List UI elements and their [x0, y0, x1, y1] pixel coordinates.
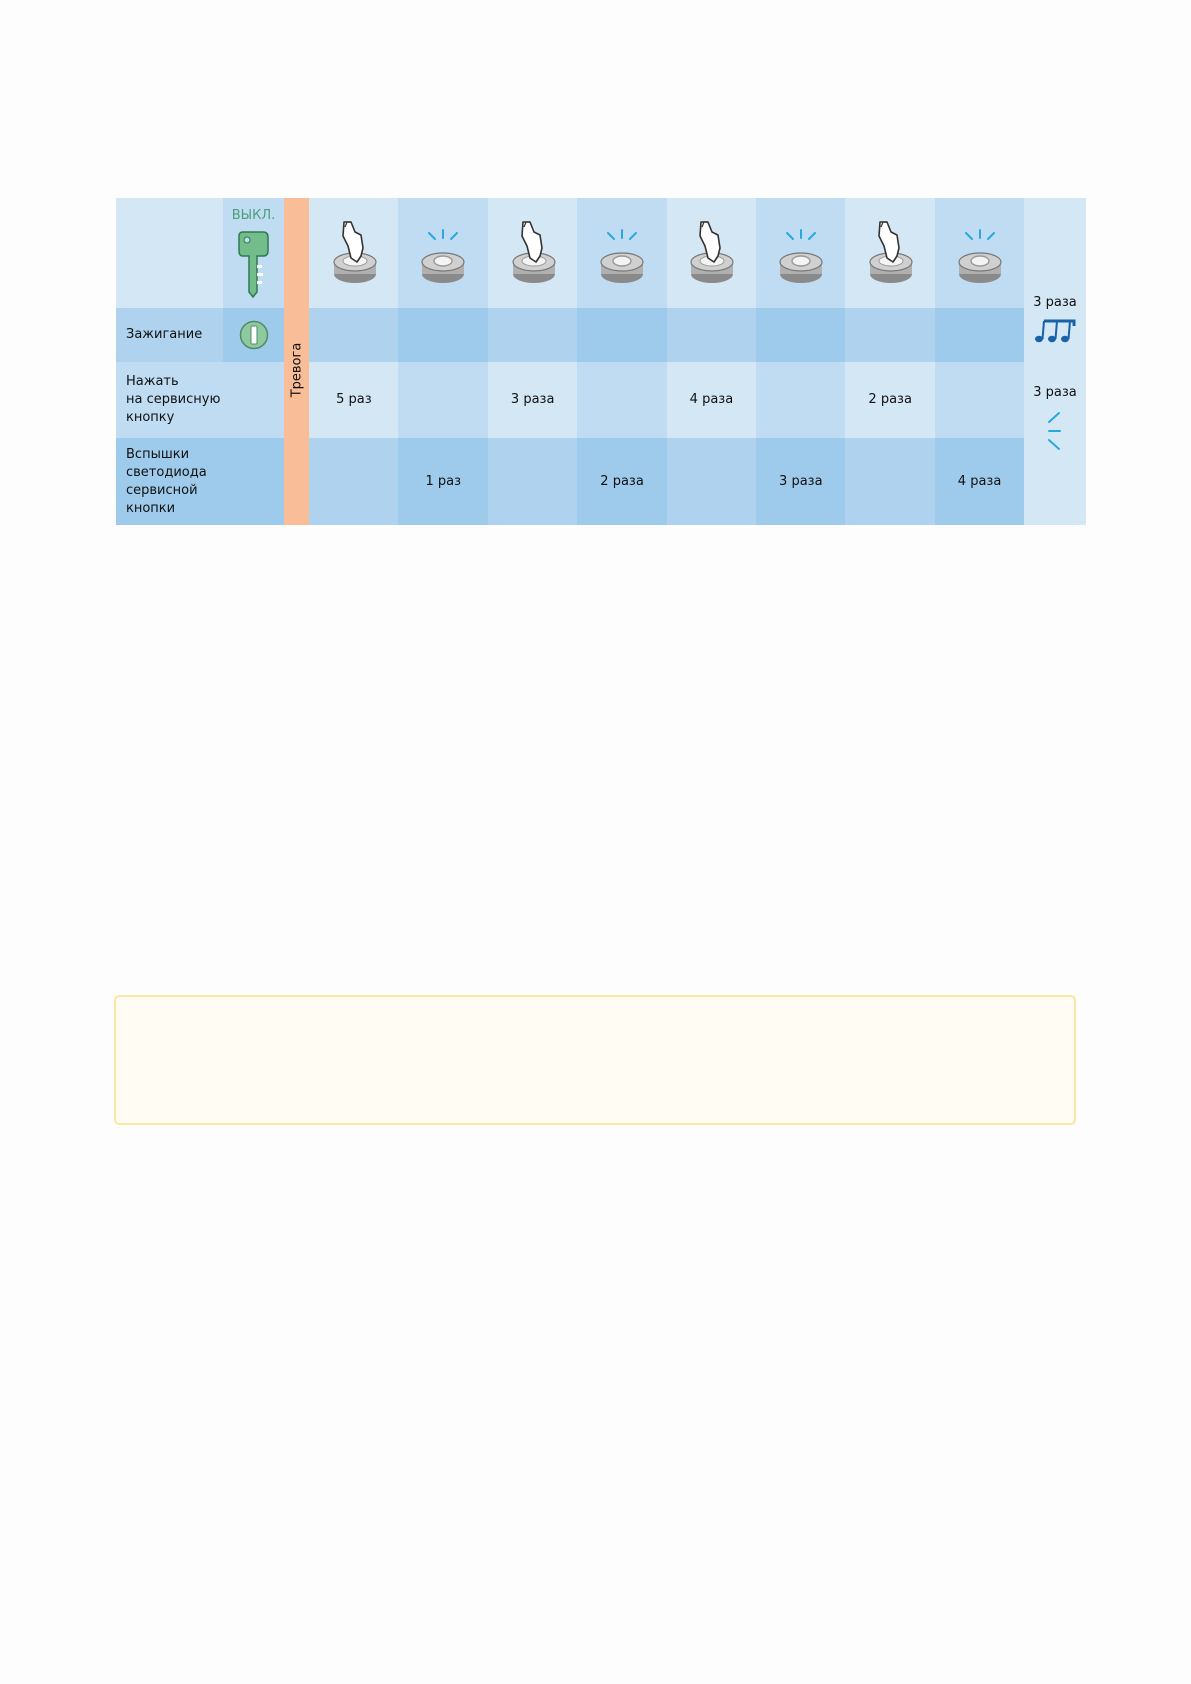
- ignition-label: Зажигание: [126, 327, 203, 342]
- step-cell: [488, 438, 578, 525]
- flash-rays-icon: [1045, 410, 1065, 454]
- step-icon-cell: [935, 198, 1025, 308]
- ignition-off-cell: [223, 308, 284, 362]
- press-count: 4 раза: [689, 392, 734, 407]
- step-icon-cell: [667, 198, 757, 308]
- press-count: 5 раз: [336, 392, 372, 407]
- key-press-cell: [223, 362, 284, 438]
- result-column: [1024, 198, 1086, 525]
- flash-count: 1 раз: [425, 473, 462, 489]
- result-beeps-count: 3 раза: [1033, 295, 1077, 310]
- step-cell: [667, 362, 757, 438]
- press-count: 3 раза: [510, 392, 555, 407]
- step-cell: [398, 308, 488, 362]
- press-label-line: на сервисную: [126, 392, 221, 407]
- alarm-label: Тревога: [289, 342, 304, 398]
- key-flashes-cell: [223, 438, 284, 525]
- step-cell: [488, 362, 578, 438]
- flashes-label-line: кнопки: [126, 500, 176, 516]
- step-cell: [309, 308, 399, 362]
- flashes-label-line: Вспышки: [126, 446, 190, 462]
- row-label-press: [116, 362, 223, 438]
- alarm-strip: [284, 198, 309, 525]
- step-cell: [488, 308, 578, 362]
- finger-press-button-icon: [686, 218, 736, 288]
- result-flashes-count: 3 раза: [1033, 385, 1077, 400]
- press-count: 2 раза: [868, 392, 912, 407]
- key-icon: [234, 231, 274, 299]
- flashing-button-icon: [776, 218, 826, 288]
- step-icon-cell: [577, 198, 667, 308]
- row-label-ignition: [116, 308, 223, 362]
- step-cell: [398, 362, 488, 438]
- press-label-line: Нажать: [126, 374, 179, 389]
- step-cell: [845, 308, 935, 362]
- off-label: ВЫКЛ.: [231, 208, 276, 223]
- step-cell: [845, 362, 935, 438]
- key-header-cell: [223, 198, 284, 308]
- flash-count: 4 раза: [957, 473, 1002, 489]
- step-cell: [756, 438, 846, 525]
- ignition-off-icon: [239, 320, 269, 350]
- music-notes-icon: [1034, 318, 1076, 344]
- step-cell: [309, 362, 399, 438]
- flashing-button-icon: [597, 218, 647, 288]
- step-cell: [935, 438, 1025, 525]
- note-box: [114, 995, 1076, 1125]
- step-cell: [577, 308, 667, 362]
- step-cell: [577, 438, 667, 525]
- step-cell: [577, 362, 667, 438]
- flashes-label-line: светодиода: [126, 464, 207, 480]
- step-icon-cell: [398, 198, 488, 308]
- step-icon-cell: [309, 198, 399, 308]
- step-cell: [667, 308, 757, 362]
- step-icon-cell: [845, 198, 935, 308]
- step-cell: [667, 438, 757, 525]
- step-icon-cell: [488, 198, 578, 308]
- finger-press-button-icon: [865, 218, 915, 288]
- press-label-line: кнопку: [126, 410, 175, 425]
- flashing-button-icon: [418, 218, 468, 288]
- step-cell: [309, 438, 399, 525]
- flash-count: 2 раза: [600, 473, 644, 489]
- step-cell: [845, 438, 935, 525]
- step-icon-cell: [756, 198, 846, 308]
- step-cell: [756, 362, 846, 438]
- step-cell: [756, 308, 846, 362]
- finger-press-button-icon: [329, 218, 379, 288]
- flash-count: 3 раза: [779, 473, 823, 489]
- flashing-button-icon: [955, 218, 1005, 288]
- row-label-flashes: [116, 438, 223, 525]
- programming-table: [116, 198, 1086, 525]
- finger-press-button-icon: [508, 218, 558, 288]
- label-header-cell: [116, 198, 223, 308]
- step-cell: [935, 362, 1025, 438]
- flashes-label-line: сервисной: [126, 482, 198, 498]
- step-cell: [935, 308, 1025, 362]
- step-cell: [398, 438, 488, 525]
